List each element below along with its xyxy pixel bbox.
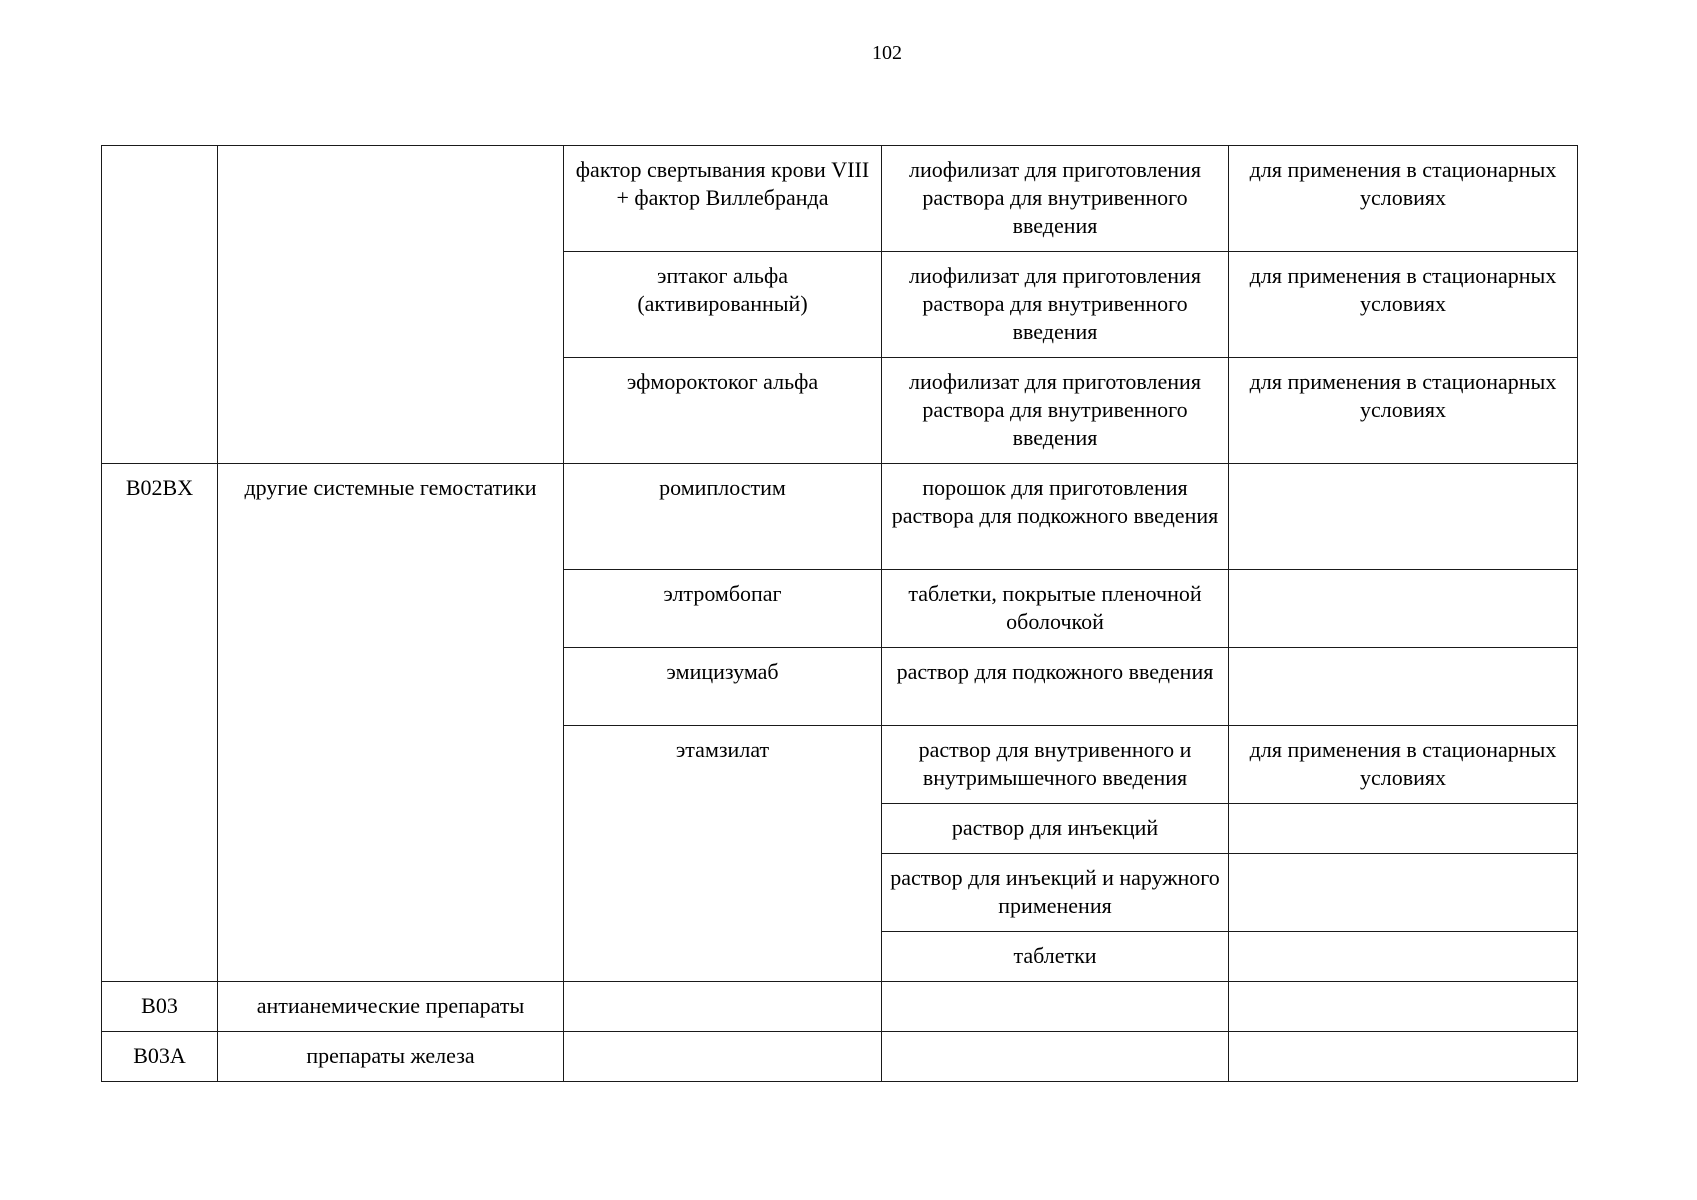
- dosage-form-cell: раствор для инъекций: [882, 804, 1229, 854]
- atc-code-cell: B03A: [102, 1032, 218, 1082]
- dosage-form-cell: лиофилизат для приготовления раствора для внутривенного введения: [882, 146, 1229, 252]
- page-number: 102: [872, 42, 902, 64]
- substance-cell: элтромбопаг: [564, 570, 882, 648]
- dosage-form-cell: раствор для внутривенного и внутримышечного введения: [882, 726, 1229, 804]
- atc-code-cell: B02BX: [102, 464, 218, 982]
- dosage-form-cell: лиофилизат для приготовления раствора для внутривенного введения: [882, 252, 1229, 358]
- atc-code-cell: [102, 146, 218, 464]
- table-row: [102, 982, 1578, 1032]
- substance-cell: фактор свертывания крови VIII + фактор Виллебранда: [564, 146, 882, 252]
- conditions-cell: [1229, 648, 1578, 726]
- table-row: [102, 146, 1578, 252]
- substance-cell: эмицизумаб: [564, 648, 882, 726]
- dosage-form-cell: раствор для подкожного введения: [882, 648, 1229, 726]
- conditions-cell: [1229, 804, 1578, 854]
- dosage-form-cell: таблетки, покрытые пленочной оболочкой: [882, 570, 1229, 648]
- conditions-cell: [1229, 1032, 1578, 1082]
- conditions-cell: [1229, 464, 1578, 570]
- substance-cell: [564, 1032, 882, 1082]
- dosage-form-cell: раствор для инъекций и наружного применения: [882, 854, 1229, 932]
- dosage-form-cell: таблетки: [882, 932, 1229, 982]
- conditions-cell: для применения в стационарных условиях: [1229, 726, 1578, 804]
- substance-cell: эфмороктоког альфа: [564, 358, 882, 464]
- substance-cell: [564, 982, 882, 1032]
- conditions-cell: [1229, 854, 1578, 932]
- table-row: [102, 1032, 1578, 1082]
- atc-code-cell: B03: [102, 982, 218, 1032]
- conditions-cell: [1229, 570, 1578, 648]
- group-name-cell: [218, 146, 564, 464]
- substance-cell: ромиплостим: [564, 464, 882, 570]
- conditions-cell: для применения в стационарных условиях: [1229, 358, 1578, 464]
- conditions-cell: [1229, 932, 1578, 982]
- dosage-form-cell: порошок для приготовления раствора для подкожного введения: [882, 464, 1229, 570]
- group-name-cell: антианемические препараты: [218, 982, 564, 1032]
- drug-table: [101, 145, 1578, 1082]
- table-row: [102, 464, 1578, 570]
- dosage-form-cell: лиофилизат для приготовления раствора для внутривенного введения: [882, 358, 1229, 464]
- group-name-cell: другие системные гемостатики: [218, 464, 564, 982]
- group-name-cell: препараты железа: [218, 1032, 564, 1082]
- conditions-cell: для применения в стационарных условиях: [1229, 252, 1578, 358]
- substance-cell: эптаког альфа (активированный): [564, 252, 882, 358]
- dosage-form-cell: [882, 1032, 1229, 1082]
- conditions-cell: [1229, 982, 1578, 1032]
- dosage-form-cell: [882, 982, 1229, 1032]
- conditions-cell: для применения в стационарных условиях: [1229, 146, 1578, 252]
- substance-cell: этамзилат: [564, 726, 882, 982]
